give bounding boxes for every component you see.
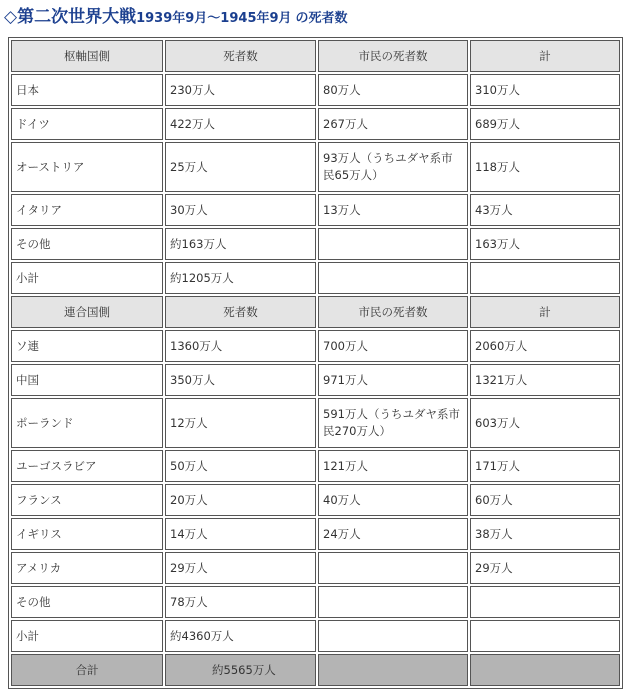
dead-cell: 422万人 bbox=[165, 108, 316, 140]
total-cell: 171万人 bbox=[470, 450, 620, 482]
dead-cell: 230万人 bbox=[165, 74, 316, 106]
subtotal-label-cell: 小計 bbox=[11, 620, 163, 652]
heading-suffix: の死者数 bbox=[295, 11, 348, 26]
grand-total-dead: 約5565万人 bbox=[165, 654, 316, 686]
allies-header-row bbox=[11, 296, 620, 328]
country-cell: ドイツ bbox=[11, 108, 163, 140]
allies-header-side: 連合国側 bbox=[11, 296, 163, 328]
table-row bbox=[11, 142, 620, 192]
civilian-cell: 971万人 bbox=[318, 364, 468, 396]
page-heading bbox=[4, 4, 348, 30]
civilian-cell: 13万人 bbox=[318, 194, 468, 226]
dead-cell: 1360万人 bbox=[165, 330, 316, 362]
table-row bbox=[11, 398, 620, 448]
total-cell: 310万人 bbox=[470, 74, 620, 106]
country-cell: アメリカ bbox=[11, 552, 163, 584]
allies-header-dead: 死者数 bbox=[165, 296, 316, 328]
total-cell: 38万人 bbox=[470, 518, 620, 550]
country-cell: 中国 bbox=[11, 364, 163, 396]
country-cell: ユーゴスラビア bbox=[11, 450, 163, 482]
table-row bbox=[11, 484, 620, 516]
dead-cell: 12万人 bbox=[165, 398, 316, 448]
country-cell: ポーランド bbox=[11, 398, 163, 448]
allies-header-civilian: 市民の死者数 bbox=[318, 296, 468, 328]
axis-header-civilian: 市民の死者数 bbox=[318, 40, 468, 72]
dead-cell: 50万人 bbox=[165, 450, 316, 482]
casualties-table bbox=[8, 37, 623, 689]
grand-total-total bbox=[470, 654, 620, 686]
total-cell: 43万人 bbox=[470, 194, 620, 226]
civilian-cell bbox=[318, 552, 468, 584]
table-row bbox=[11, 586, 620, 618]
grand-total-civilian bbox=[318, 654, 468, 686]
civilian-cell: 40万人 bbox=[318, 484, 468, 516]
subtotal-dead-cell: 約4360万人 bbox=[165, 620, 316, 652]
allies-header-total: 計 bbox=[470, 296, 620, 328]
country-cell: イタリア bbox=[11, 194, 163, 226]
table-row bbox=[11, 450, 620, 482]
total-cell: 603万人 bbox=[470, 398, 620, 448]
country-cell: フランス bbox=[11, 484, 163, 516]
dead-cell: 30万人 bbox=[165, 194, 316, 226]
civilian-cell: 591万人（うちユダヤ系市民270万人） bbox=[318, 398, 468, 448]
heading-title: ◇第二次世界大戦 bbox=[4, 7, 137, 27]
grand-total-row bbox=[11, 654, 620, 686]
subtotal-civilian-cell bbox=[318, 262, 468, 294]
table-row bbox=[11, 108, 620, 140]
dead-cell: 25万人 bbox=[165, 142, 316, 192]
dead-cell: 29万人 bbox=[165, 552, 316, 584]
total-cell: 1321万人 bbox=[470, 364, 620, 396]
civilian-cell: 24万人 bbox=[318, 518, 468, 550]
table-row bbox=[11, 330, 620, 362]
subtotal-dead-cell: 約1205万人 bbox=[165, 262, 316, 294]
total-cell: 689万人 bbox=[470, 108, 620, 140]
table-row bbox=[11, 194, 620, 226]
country-cell: ソ連 bbox=[11, 330, 163, 362]
country-cell: 日本 bbox=[11, 74, 163, 106]
total-cell: 29万人 bbox=[470, 552, 620, 584]
grand-total-label: 合計 bbox=[11, 654, 163, 686]
table-row bbox=[11, 228, 620, 260]
country-cell: その他 bbox=[11, 228, 163, 260]
dead-cell: 350万人 bbox=[165, 364, 316, 396]
civilian-cell: 93万人（うちユダヤ系市民65万人） bbox=[318, 142, 468, 192]
dead-cell: 78万人 bbox=[165, 586, 316, 618]
civilian-cell: 121万人 bbox=[318, 450, 468, 482]
total-cell: 60万人 bbox=[470, 484, 620, 516]
country-cell: その他 bbox=[11, 586, 163, 618]
axis-subtotal-row bbox=[11, 262, 620, 294]
dead-cell: 約163万人 bbox=[165, 228, 316, 260]
total-cell: 118万人 bbox=[470, 142, 620, 192]
table-row bbox=[11, 74, 620, 106]
axis-header-row bbox=[11, 40, 620, 72]
axis-header-total: 計 bbox=[470, 40, 620, 72]
subtotal-total-cell bbox=[470, 262, 620, 294]
civilian-cell: 80万人 bbox=[318, 74, 468, 106]
axis-header-side: 枢軸国側 bbox=[11, 40, 163, 72]
dead-cell: 20万人 bbox=[165, 484, 316, 516]
country-cell: オーストリア bbox=[11, 142, 163, 192]
table-row bbox=[11, 364, 620, 396]
dead-cell: 14万人 bbox=[165, 518, 316, 550]
total-cell: 163万人 bbox=[470, 228, 620, 260]
subtotal-label-cell: 小計 bbox=[11, 262, 163, 294]
table-row bbox=[11, 518, 620, 550]
total-cell bbox=[470, 586, 620, 618]
civilian-cell bbox=[318, 228, 468, 260]
civilian-cell bbox=[318, 586, 468, 618]
axis-header-dead: 死者数 bbox=[165, 40, 316, 72]
civilian-cell: 700万人 bbox=[318, 330, 468, 362]
total-cell: 2060万人 bbox=[470, 330, 620, 362]
country-cell: イギリス bbox=[11, 518, 163, 550]
table-row bbox=[11, 552, 620, 584]
heading-dates: 1939年9月～1945年9月 bbox=[136, 11, 292, 26]
civilian-cell: 267万人 bbox=[318, 108, 468, 140]
